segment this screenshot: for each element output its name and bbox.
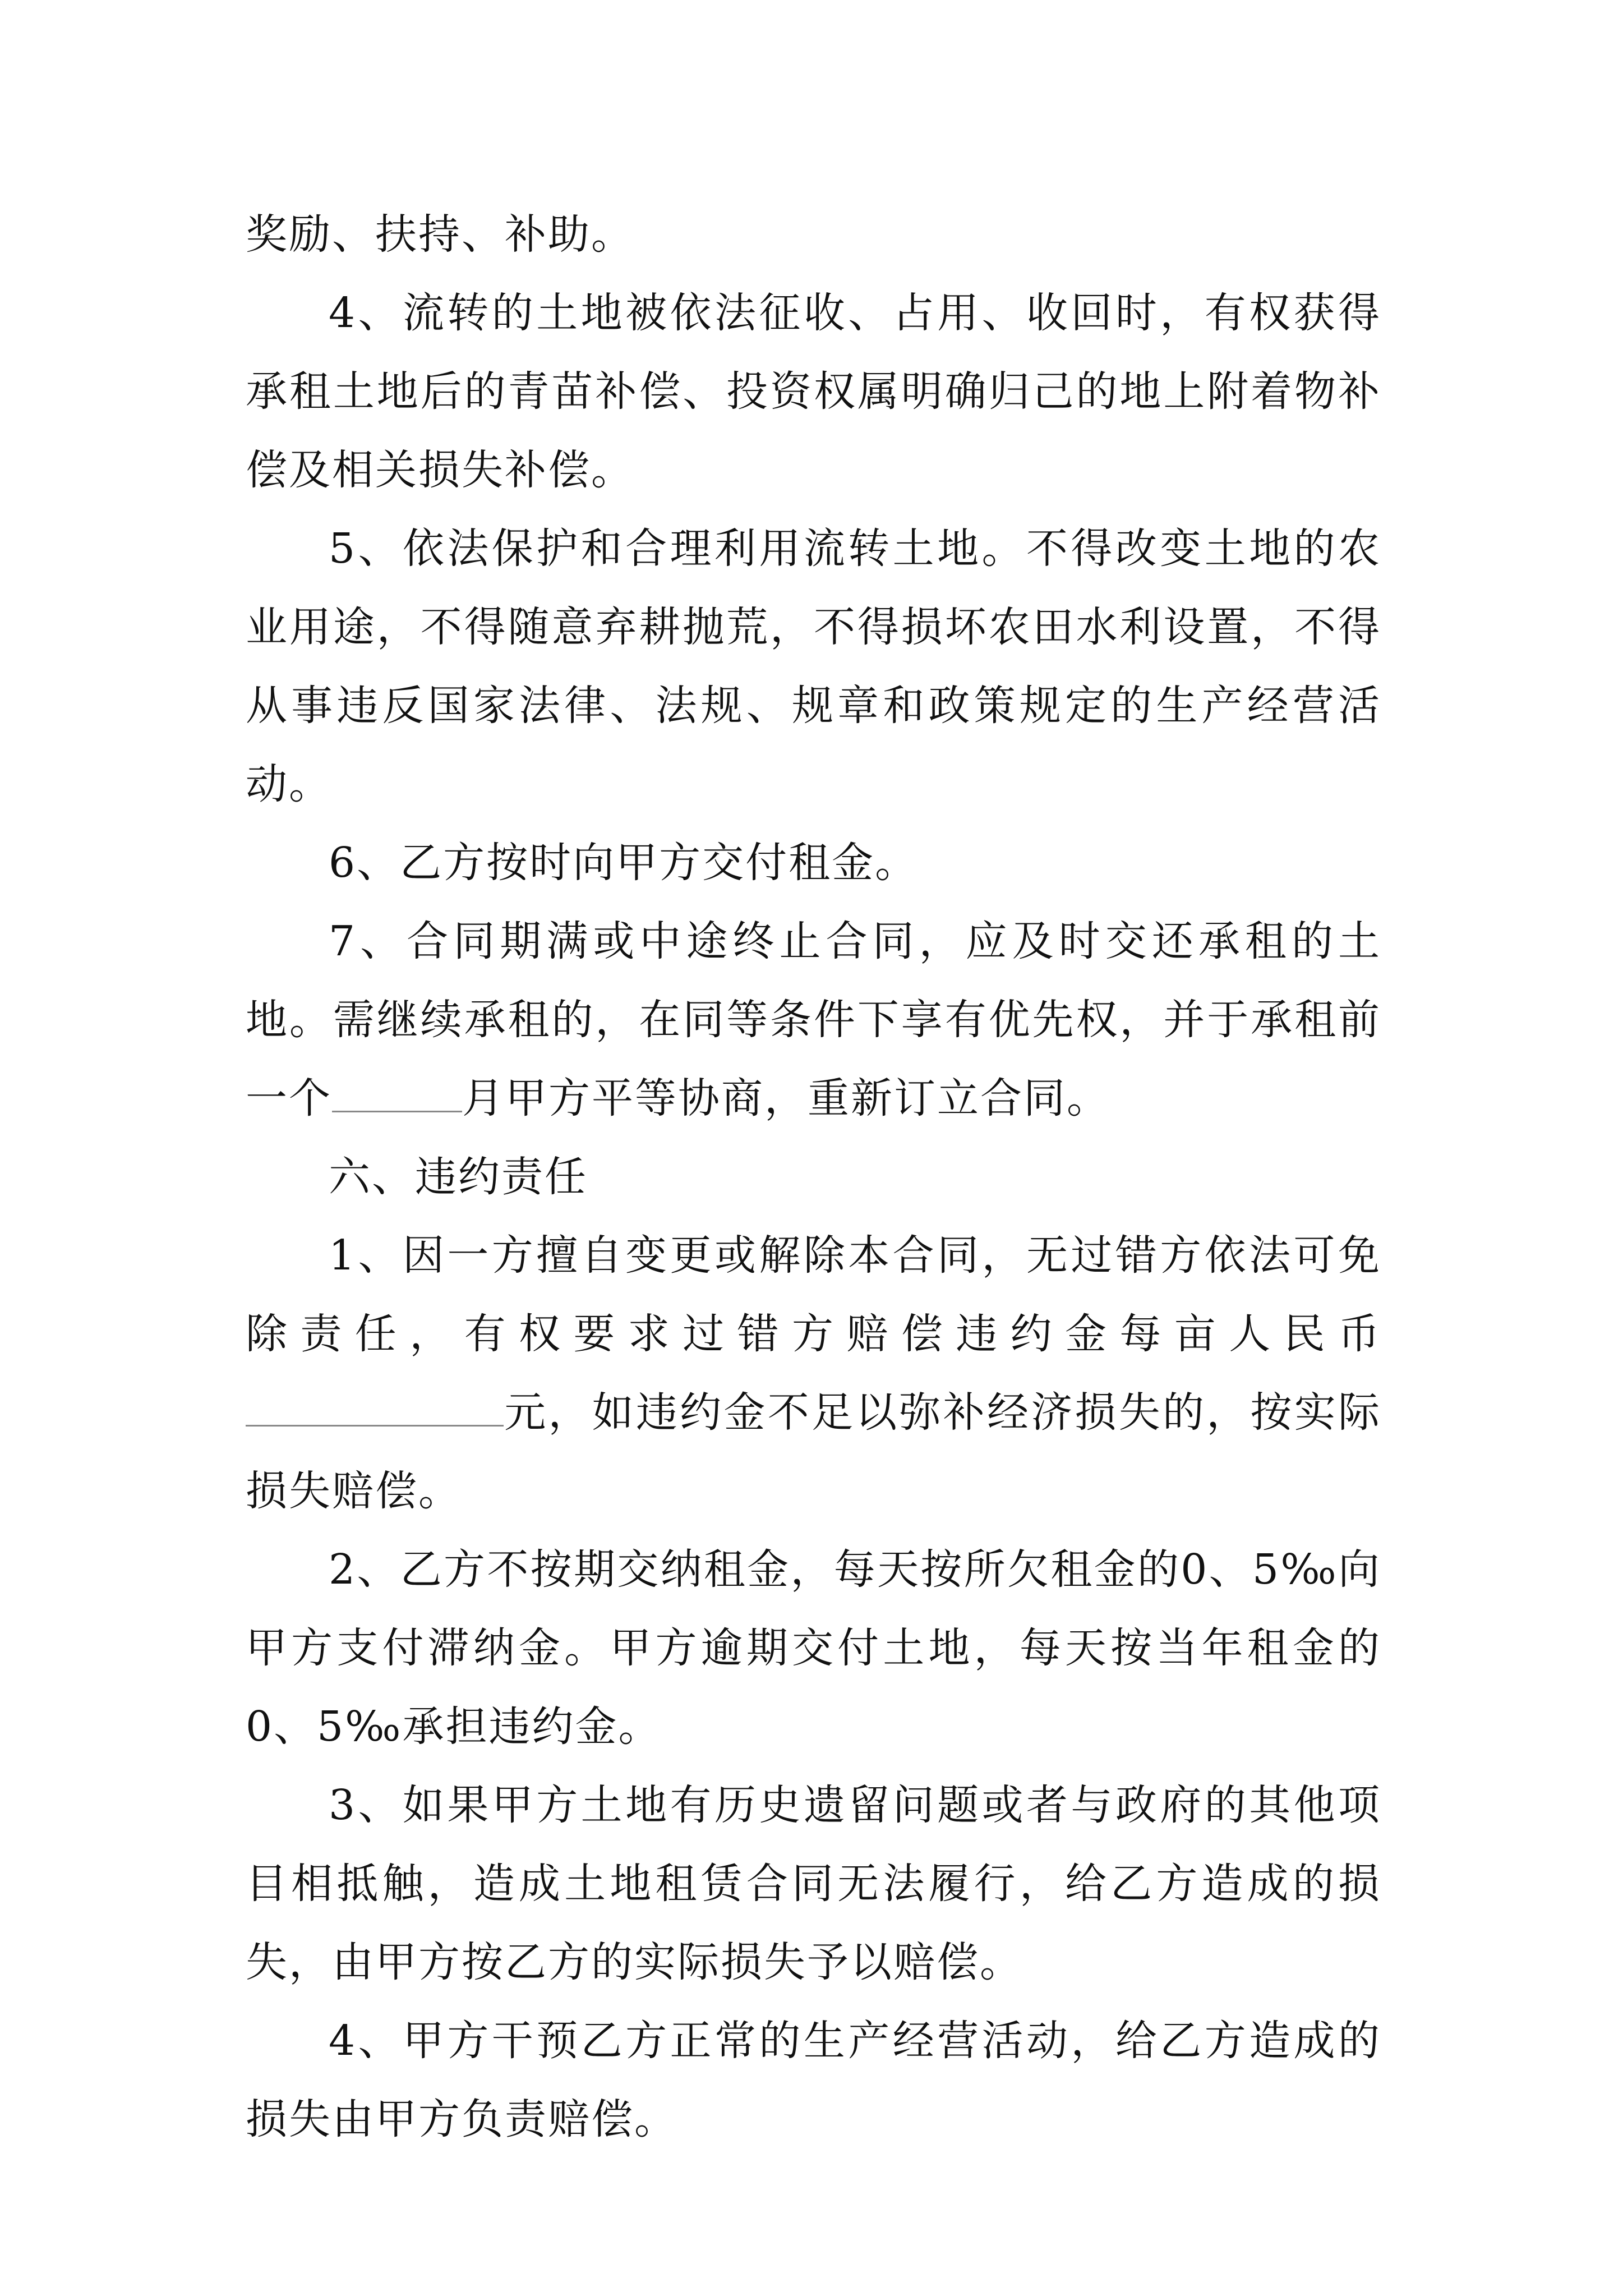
paragraph-continuation — [246, 195, 1381, 274]
paragraph-text: 3、如果甲方土地有历史遗留问题或者与政府的其他项目相抵触，造成土地租赁合同无法履行，给乙方造成的损失，由甲方按乙方的实际损失予以赔偿。 — [246, 1781, 1381, 1986]
paragraph-text: 6、乙方按时向甲方交付租金。 — [329, 839, 919, 887]
section-title-text: 六、违约责任 — [329, 1153, 588, 1201]
paragraph-text: 元，如违约金不足以弥补经济损失的，按实际损失赔偿。 — [246, 1388, 1381, 1515]
paragraph-text: 4、甲方干预乙方正常的生产经营活动，给乙方造成的损失由甲方负责赔偿。 — [246, 2017, 1381, 2143]
liability-item-1 — [246, 1216, 1381, 1530]
section-title — [246, 1138, 1381, 1216]
paragraph-text: 月甲方平等协商，重新订立合同。 — [462, 1074, 1110, 1122]
paragraph-text: 7、合同期满或中途终止合同，应及时交还承租的土地。需继续承租的，在同等条件下享有优先权，并于承租前一个 — [246, 917, 1381, 1122]
paragraph-text: 1、因一方擅自变更或解除本合同，无过错方依法可免除责任，有权要求过错方赔偿违约金每亩人民币 — [246, 1231, 1381, 1358]
paragraph-text: 2、乙方不按期交纳租金，每天按所欠租金的0、5‰向甲方支付滞纳金。甲方逾期交付土地，每天按当年租金的0、5‰承担违约金。 — [246, 1545, 1381, 1751]
paragraph-item-5 — [246, 509, 1381, 823]
liability-item-3 — [246, 1766, 1381, 2001]
paragraph-text: 4、流转的土地被依法征收、占用、收回时，有权获得承租土地后的青苗补偿、投资权属明确归己的地上附着物补偿及相关损失补偿。 — [246, 289, 1381, 494]
blank-line — [246, 1386, 504, 1427]
paragraph-text: 5、依法保护和合理利用流转土地。不得改变土地的农业用途，不得随意弃耕抛荒，不得损坏农田水利设置，不得从事违反国家法律、法规、规章和政策规定的生产经营活动。 — [246, 524, 1381, 808]
liability-item-2 — [246, 1530, 1381, 1766]
paragraph-item-7 — [246, 902, 1381, 1138]
blank-line — [332, 1071, 462, 1112]
paragraph-text: 奖励、扶持、补助。 — [246, 210, 634, 259]
document-body — [246, 195, 1381, 2159]
paragraph-item-4 — [246, 274, 1381, 509]
liability-item-4 — [246, 2001, 1381, 2159]
paragraph-item-6 — [246, 823, 1381, 902]
